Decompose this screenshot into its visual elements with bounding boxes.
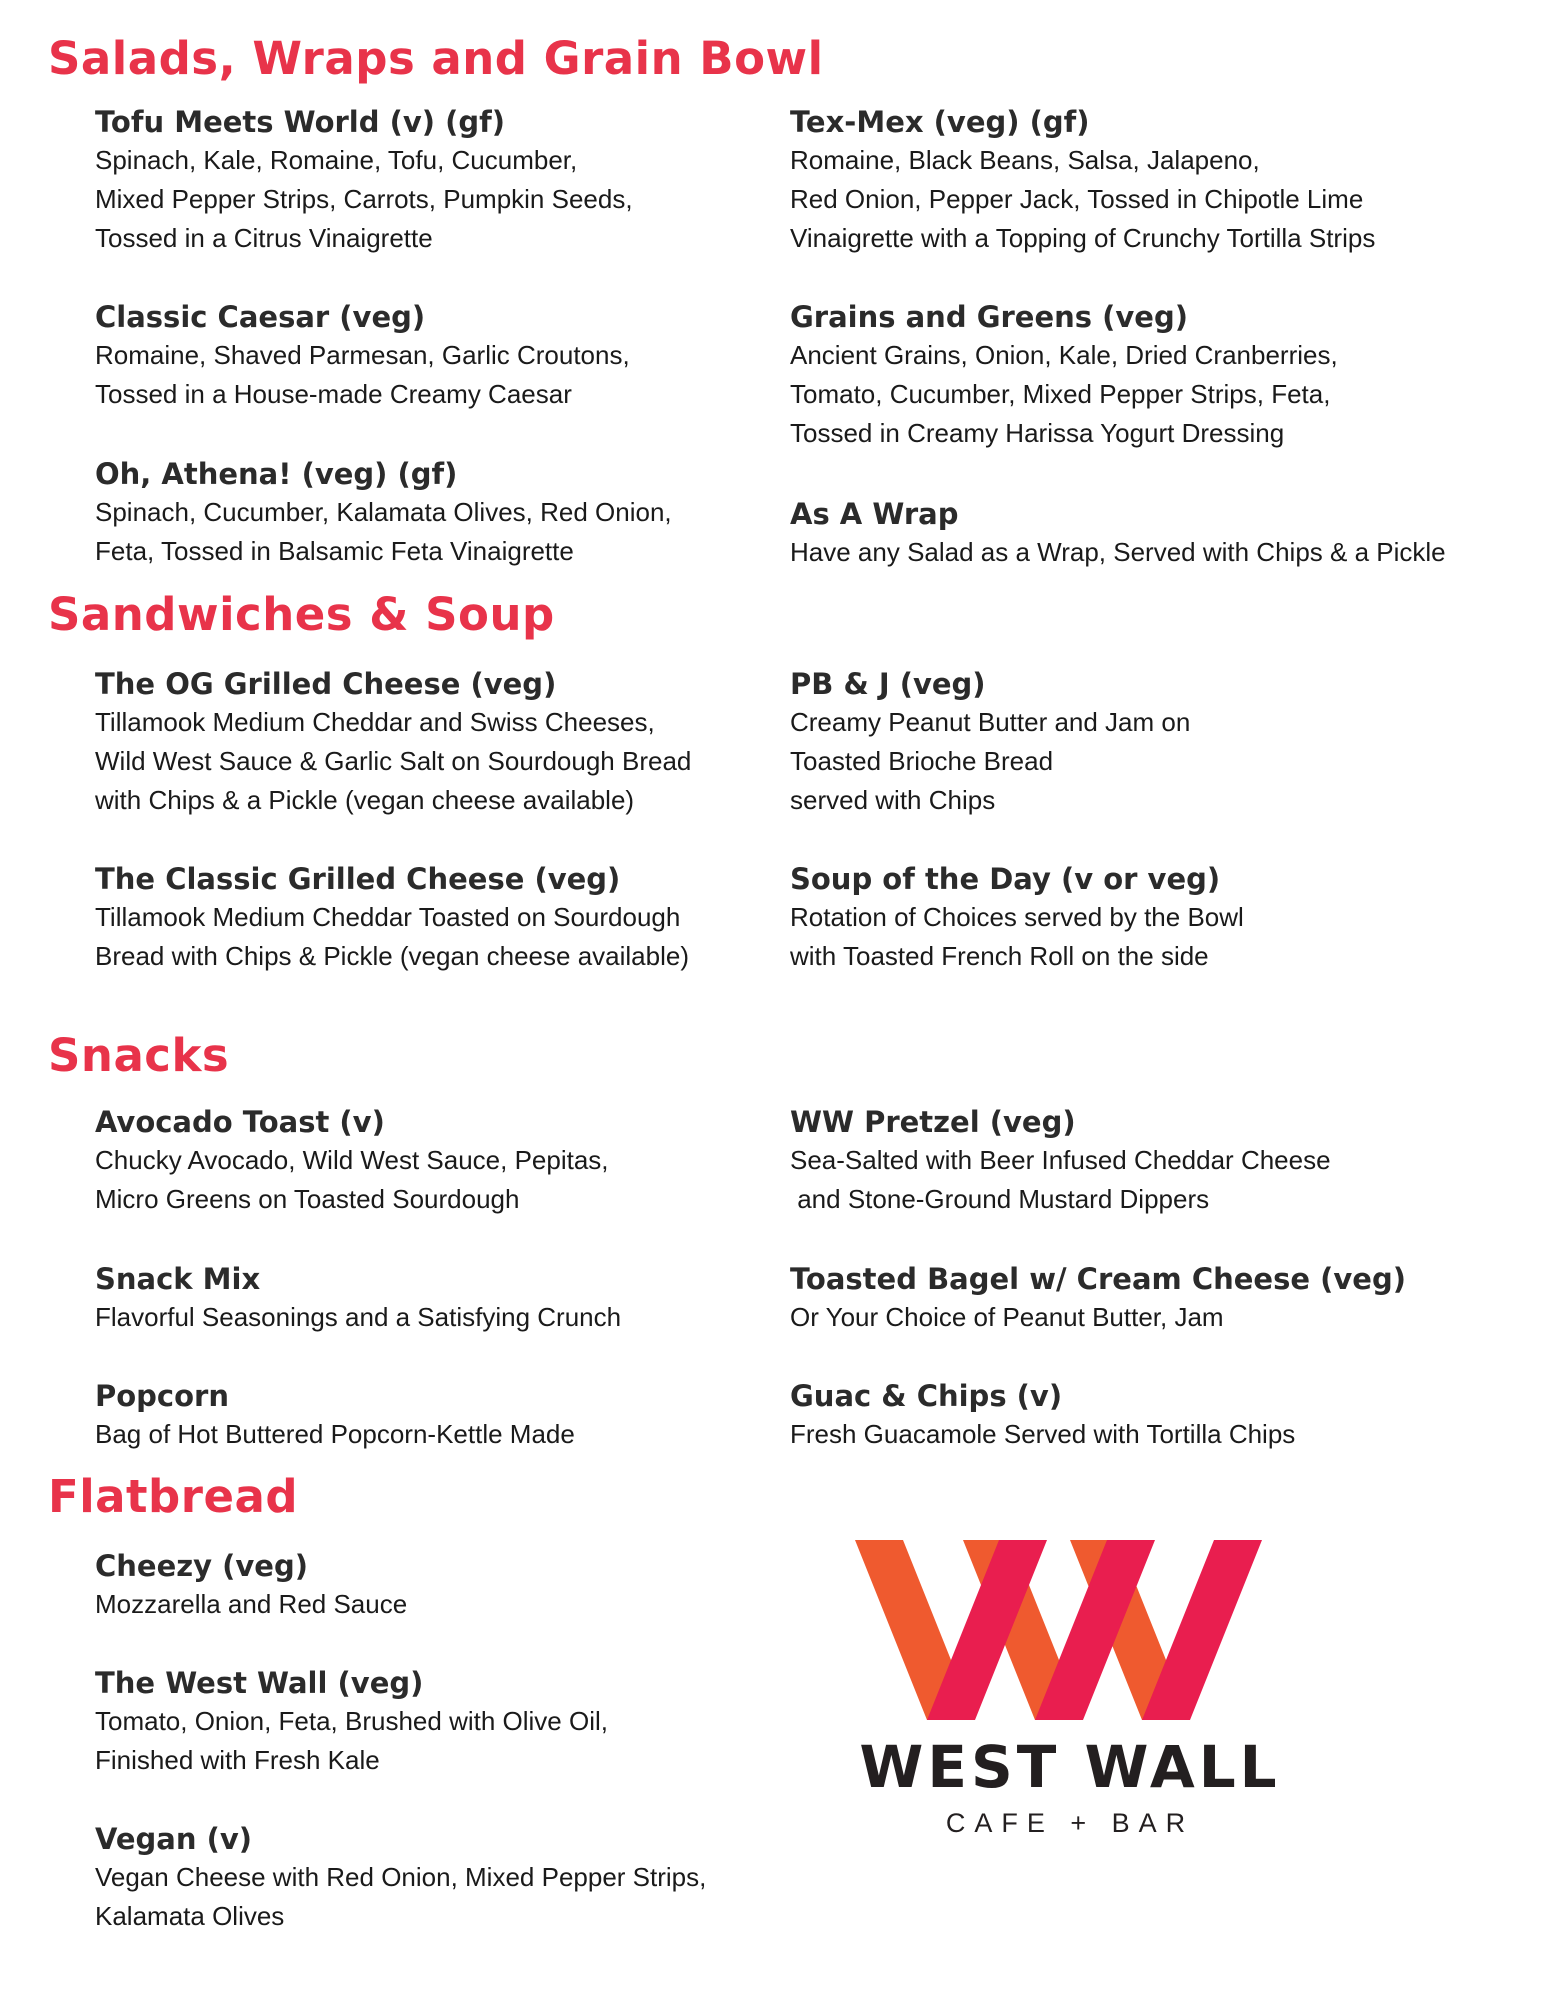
item-name: Soup of the Day (v or veg)	[790, 862, 1221, 896]
item-desc-line: Tillamook Medium Cheddar Toasted on Sourdough	[95, 902, 681, 932]
item-name: Grains and Greens (veg)	[790, 300, 1188, 334]
menu-item	[95, 103, 633, 258]
item-desc-line: Have any Salad as a Wrap, Served with Chips & a Pickle	[790, 537, 1446, 567]
menu-item	[95, 455, 672, 571]
item-desc-line: Bread with Chips & Pickle (vegan cheese available)	[95, 941, 689, 971]
item-name: As A Wrap	[790, 497, 959, 531]
brand-subtitle: CAFE + BAR	[945, 1808, 1195, 1838]
item-desc-line: Feta, Tossed in Balsamic Feta Vinaigrette	[95, 536, 574, 566]
menu-item	[95, 1664, 608, 1780]
section-title-sandwiches: Sandwiches & Soup	[48, 588, 555, 641]
section-title-salads: Salads, Wraps and Grain Bowl	[48, 32, 824, 85]
item-name: Oh, Athena! (veg) (gf)	[95, 457, 458, 491]
item-desc-line: Vinaigrette with a Topping of Crunchy Tortilla Strips	[790, 223, 1376, 253]
item-name: WW Pretzel (veg)	[790, 1105, 1076, 1139]
item-desc-line: Tossed in Creamy Harissa Yogurt Dressing	[790, 418, 1285, 448]
item-name: Tex-Mex (veg) (gf)	[790, 105, 1090, 139]
item-name: The OG Grilled Cheese (veg)	[95, 667, 557, 701]
item-desc-line: and Stone-Ground Mustard Dippers	[790, 1184, 1210, 1214]
menu-item	[790, 495, 1446, 572]
item-desc-line: with Chips & a Pickle (vegan cheese available)	[95, 785, 635, 815]
menu-item	[790, 860, 1244, 976]
item-desc-line: Kalamata Olives	[95, 1901, 285, 1931]
section-title-snacks: Snacks	[48, 1029, 230, 1082]
item-desc-line: Sea-Salted with Beer Infused Cheddar Cheese	[790, 1145, 1331, 1175]
item-desc-line: Or Your Choice of Peanut Butter, Jam	[790, 1302, 1224, 1332]
menu-item	[95, 298, 630, 414]
item-desc-line: Rotation of Choices served by the Bowl	[790, 902, 1244, 932]
item-desc-line: Toasted Brioche Bread	[790, 746, 1054, 776]
menu-item	[95, 860, 689, 976]
item-name: Classic Caesar (veg)	[95, 300, 426, 334]
item-name: Snack Mix	[95, 1262, 261, 1296]
menu-item	[790, 103, 1375, 258]
menu-item	[95, 665, 691, 820]
item-desc-line: Fresh Guacamole Served with Tortilla Chips	[790, 1419, 1296, 1449]
item-name: PB & J (veg)	[790, 667, 986, 701]
item-name: The Classic Grilled Cheese (veg)	[95, 862, 621, 896]
menu-item	[95, 1260, 621, 1337]
item-desc-line: Spinach, Cucumber, Kalamata Olives, Red Onion,	[95, 497, 672, 527]
item-desc-line: with Toasted French Roll on the side	[790, 941, 1209, 971]
item-desc-line: Tossed in a Citrus Vinaigrette	[95, 223, 433, 253]
item-name: Popcorn	[95, 1379, 229, 1413]
item-name: Tofu Meets World (v) (gf)	[95, 105, 505, 139]
menu-item	[790, 1260, 1406, 1337]
item-desc-line: Vegan Cheese with Red Onion, Mixed Pepper Strips,	[95, 1862, 707, 1892]
item-desc-line: Creamy Peanut Butter and Jam on	[790, 707, 1191, 737]
item-desc-line: Tillamook Medium Cheddar and Swiss Cheeses,	[95, 707, 655, 737]
menu-item	[790, 1377, 1295, 1454]
item-name: Toasted Bagel w/ Cream Cheese (veg)	[790, 1262, 1406, 1296]
item-desc-line: Romaine, Shaved Parmesan, Garlic Croutons,	[95, 340, 630, 370]
item-desc-line: Ancient Grains, Onion, Kale, Dried Cranberries,	[790, 340, 1338, 370]
item-name: Guac & Chips (v)	[790, 1379, 1063, 1413]
menu-item	[790, 298, 1338, 453]
item-name: Avocado Toast (v)	[95, 1105, 385, 1139]
item-desc-line: Mozzarella and Red Sauce	[95, 1589, 408, 1619]
item-name: Cheezy (veg)	[95, 1549, 308, 1583]
item-desc-line: Flavorful Seasonings and a Satisfying Crunch	[95, 1302, 622, 1332]
menu-item	[790, 665, 1190, 820]
item-name: Vegan (v)	[95, 1822, 253, 1856]
item-desc-line: Red Onion, Pepper Jack, Tossed in Chipotle Lime	[790, 184, 1364, 214]
item-desc-line: Chucky Avocado, Wild West Sauce, Pepitas,	[95, 1145, 609, 1175]
item-desc-line: Bag of Hot Buttered Popcorn-Kettle Made	[95, 1419, 575, 1449]
item-desc-line: Wild West Sauce & Garlic Salt on Sourdough Bread	[95, 746, 692, 776]
item-desc-line: Finished with Fresh Kale	[95, 1745, 380, 1775]
item-desc-line: served with Chips	[790, 785, 996, 815]
menu-item	[95, 1103, 609, 1219]
item-name: The West Wall (veg)	[95, 1666, 424, 1700]
section-title-flatbread: Flatbread	[48, 1470, 299, 1523]
item-desc-line: Mixed Pepper Strips, Carrots, Pumpkin Seeds,	[95, 184, 633, 214]
item-desc-line: Tomato, Cucumber, Mixed Pepper Strips, Feta,	[790, 379, 1331, 409]
item-desc-line: Micro Greens on Toasted Sourdough	[95, 1184, 520, 1214]
brand-name: WEST WALL	[859, 1733, 1281, 1801]
item-desc-line: Tossed in a House-made Creamy Caesar	[95, 379, 572, 409]
menu-item	[790, 1103, 1331, 1219]
menu-item	[95, 1377, 575, 1454]
item-desc-line: Spinach, Kale, Romaine, Tofu, Cucumber,	[95, 145, 578, 175]
menu-item	[95, 1820, 706, 1936]
item-desc-line: Romaine, Black Beans, Salsa, Jalapeno,	[790, 145, 1260, 175]
menu-item	[95, 1547, 407, 1624]
item-desc-line: Tomato, Onion, Feta, Brushed with Olive Oil,	[95, 1706, 608, 1736]
